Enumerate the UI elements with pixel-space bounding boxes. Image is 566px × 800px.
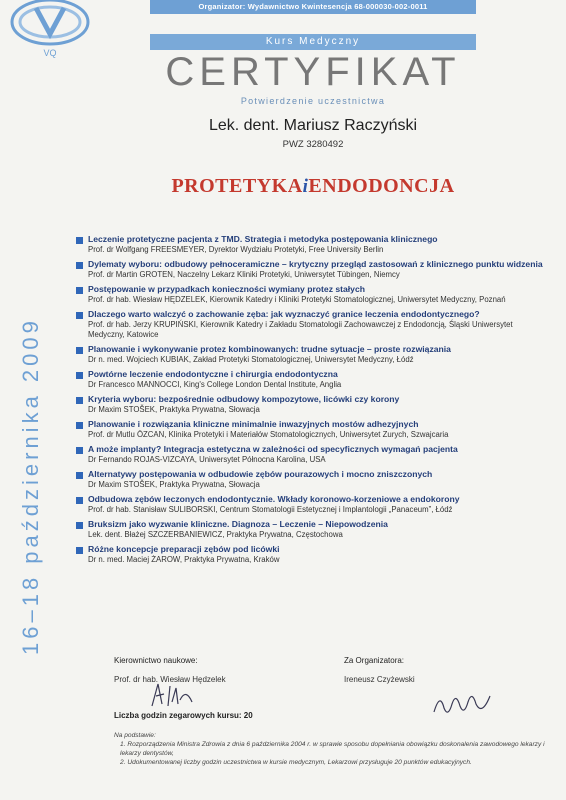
participant-name: Lek. dent. Mariusz Raczyński	[208, 117, 418, 134]
lecture-title: Planowanie i rozwiązania kliniczne minimalnie inwazyjnych mostów adhezyjnych	[88, 419, 419, 429]
lecture-title: Dlaczego warto walczyć o zachowanie zęba: jak wyznaczyć granice leczenia endodontycznego?	[88, 309, 480, 319]
theme-connector: i	[302, 176, 309, 197]
bullet-square-icon	[76, 497, 83, 504]
legal-basis-item: 1. Rozporządzenia Ministra Zdrowia z dnia 6 października 2004 r. w sprawie sposobu dopełniania obowiązku doskonalenia zawodowego lekarzy i lekarzy dentystów,	[120, 741, 545, 757]
lecture-speaker: Dr n. med. Maciej ŻAROW, Praktyka Prywatna, Kraków	[88, 555, 280, 564]
course-hours: Liczba godzin zegarowych kursu: 20	[114, 711, 253, 720]
certificate-subtitle: Potwierdzenie uczestnictwa	[240, 96, 386, 106]
bullet-square-icon	[76, 397, 83, 404]
lecture-item	[76, 369, 546, 390]
lecture-title: Dylematy wyboru: odbudowy pełnoceramiczne – krytyczny przegląd zastosowań z klinicznego punktu widzenia	[88, 259, 543, 269]
lecture-speaker: Prof. dr Martin GROTEN, Naczelny Lekarz Kliniki Protetyki, Uniwersytet Tübingen, Niemcy	[88, 270, 400, 279]
lecture-item	[76, 344, 546, 365]
theme-part2: ENDODONCJA	[308, 175, 455, 197]
lecture-speaker: Prof. dr Wolfgang FREESMEYER, Dyrektor Wydziału Protetyki, Free University Berlin	[88, 245, 384, 254]
scientific-director-name: Prof. dr hab. Wiesław Hędzelek	[114, 675, 226, 684]
vq-logo	[6, 0, 94, 60]
lecture-list	[76, 234, 546, 569]
legal-basis-item: 2. Udokumentowanej liczby godzin uczestnictwa w kursie medycznym, Lekarzowi przysługuje 20 punktów edukacyjnych.	[120, 759, 472, 766]
lecture-item	[76, 284, 546, 305]
lecture-item	[76, 519, 546, 540]
organizer-label: Za Organizatora:	[344, 656, 405, 665]
bullet-square-icon	[76, 262, 83, 269]
lecture-title: A może implanty? Integracja estetyczna w zależności od specyficznych wymagań pacjenta	[88, 444, 458, 454]
logo-text: VQ	[43, 48, 57, 58]
lecture-item	[76, 469, 546, 490]
lecture-title: Leczenie protetyczne pacjenta z TMD. Strategia i metodyka postępowania klinicznego	[88, 234, 438, 244]
lecture-title: Planowanie i wykonywanie protez kombinowanych: trudne sytuacje – proste rozwiązania	[88, 344, 451, 354]
lecture-title: Kryteria wyboru: bezpośrednie odbudowy kompozytowe, licówki czy korony	[88, 394, 400, 404]
lecture-speaker: Prof. dr Mutlu ÖZCAN, Klinika Protetyki i Materiałów Stomatologicznych, Uniwersytet Zurych, Szwajcaria	[88, 430, 449, 439]
lecture-speaker: Dr Francesco MANNOCCI, King's College London Dental Institute, Anglia	[88, 380, 342, 389]
lecture-title: Powtórne leczenie endodontyczne i chirurgia endodontyczna	[88, 369, 338, 379]
course-label: Kurs Medyczny	[150, 34, 476, 50]
lecture-speaker: Dr Maxim STOŠEK, Praktyka Prywatna, Słowacja	[88, 405, 260, 414]
lecture-speaker: Dr Fernando ROJAS-VIZCAYA, Uniwersytet Północna Karolina, USA	[88, 455, 326, 464]
lecture-speaker: Lek. dent. Błażej SZCZERBANIEWICZ, Praktyka Prywatna, Częstochowa	[88, 530, 343, 539]
lecture-title: Odbudowa zębów leczonych endodontycznie. Wkłady koronowo-korzeniowe a endokorony	[88, 494, 460, 504]
legal-basis	[114, 731, 554, 767]
lecture-item	[76, 419, 546, 440]
lecture-item	[76, 259, 546, 280]
course-theme	[150, 175, 476, 198]
bullet-square-icon	[76, 312, 83, 319]
theme-part1: PROTETYKA	[171, 175, 303, 197]
signature-left	[148, 680, 198, 710]
bullet-square-icon	[76, 237, 83, 244]
organizer-bar: Organizator: Wydawnictwo Kwintesencja 68-000030-002-0011	[150, 0, 476, 14]
lecture-speaker: Prof. dr hab. Stanisław SULIBORSKI, Centrum Stomatologii Estetycznej i Implantologii „Panaceum”, Łódź	[88, 505, 453, 514]
lecture-speaker: Prof. dr hab. Jerzy KRUPIŃSKI, Kierownik Katedry i Zakładu Stomatologii Zachowawczej z Endodoncją, Śląski Uniwersytet Medyczny, Katowice	[88, 320, 513, 339]
lecture-item	[76, 444, 546, 465]
lecture-item	[76, 234, 546, 255]
bullet-square-icon	[76, 422, 83, 429]
lecture-title: Bruksizm jako wyzwanie kliniczne. Diagnoza – Leczenie – Niepowodzenia	[88, 519, 388, 529]
signature-right	[430, 682, 500, 722]
course-date-vertical: 16–18 października 2009	[18, 317, 43, 655]
lecture-item	[76, 494, 546, 515]
bullet-square-icon	[76, 472, 83, 479]
lecture-title: Postępowanie w przypadkach konieczności wymiany protez stałych	[88, 284, 365, 294]
bullet-square-icon	[76, 347, 83, 354]
bullet-square-icon	[76, 447, 83, 454]
lecture-item	[76, 394, 546, 415]
scientific-direction-label: Kierownictwo naukowe:	[114, 656, 198, 665]
lecture-speaker: Dr Maxim STOŠEK, Praktyka Prywatna, Słowacja	[88, 480, 260, 489]
lecture-speaker: Dr n. med. Wojciech KUBIAK, Zakład Protetyki Stomatologicznej, Uniwersytet Medyczny, Łódź	[88, 355, 414, 364]
legal-basis-heading: Na podstawie:	[114, 732, 156, 739]
bullet-square-icon	[76, 522, 83, 529]
lecture-speaker: Prof. dr hab. Wiesław HĘDZELEK, Kierownik Katedry i Kliniki Protetyki Stomatologicznej, Uniwersytet Medyczny, Poznań	[88, 295, 506, 304]
bullet-square-icon	[76, 372, 83, 379]
organizer-name: Ireneusz Czyżewski	[344, 675, 415, 684]
lecture-item	[76, 309, 546, 340]
participant-pwz: PWZ 3280492	[282, 139, 344, 150]
certificate-title: CERTYFIKAT	[165, 50, 461, 94]
bullet-square-icon	[76, 547, 83, 554]
lecture-title: Alternatywy postępowania w odbudowie zębów pourazowych i mocno zniszczonych	[88, 469, 433, 479]
bullet-square-icon	[76, 287, 83, 294]
lecture-item	[76, 544, 546, 565]
lecture-title: Różne koncepcje preparacji zębów pod licówki	[88, 544, 280, 554]
